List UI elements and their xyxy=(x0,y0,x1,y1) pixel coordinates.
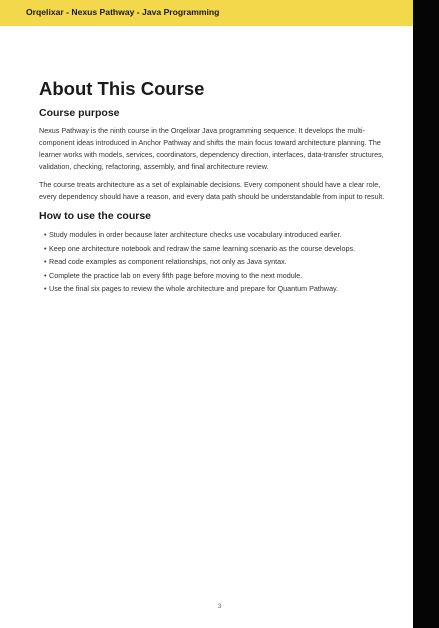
header-band xyxy=(0,0,413,26)
list-item xyxy=(44,242,385,256)
list-item-text: Complete the practice lab on every fifth page before moving to the next module. xyxy=(49,270,303,280)
list-item xyxy=(44,255,385,269)
how-to-use-heading: How to use the course xyxy=(39,210,152,222)
list-item-text: Read code examples as component relationships, not only as Java syntax. xyxy=(49,257,287,267)
list-item xyxy=(44,269,385,283)
bullet-icon: • xyxy=(44,284,47,294)
page-number: 3 xyxy=(217,603,222,610)
header-title: Orqelixar - Nexus Pathway - Java Programming xyxy=(26,7,220,17)
course-purpose-paragraph: The course treats architecture as a set of explainable decisions. Every component should have a clear role, every dependency should have a reason, and every data path should be understandable from input to result. xyxy=(39,180,385,201)
page-content xyxy=(39,77,385,296)
page-title: About This Course xyxy=(39,78,205,99)
bullet-icon: • xyxy=(44,230,47,239)
course-purpose-paragraph: Nexus Pathway is the ninth course in the Orqelixar Java programming sequence. It develops the multi-component ideas introduced in Anchor Pathway and shifts the main focus toward architecture planning. The learner works with models, services, coordinators, dependency direction, interfaces, data-transfer structures, validation, checking, refactoring, assembly, and final architecture review. xyxy=(39,126,384,171)
course-purpose-heading: Course purpose xyxy=(39,107,120,119)
bullet-icon: • xyxy=(44,270,47,280)
list-item-text: Use the final six pages to review the whole architecture and prepare for Quantum Pathway. xyxy=(49,284,339,294)
list-item xyxy=(44,282,385,296)
bullet-icon: • xyxy=(44,243,47,253)
right-edge-bar xyxy=(413,0,439,628)
list-item-text: Study modules in order because later architecture checks use vocabulary introduced earlier. xyxy=(49,230,342,239)
how-to-use-list xyxy=(39,228,385,296)
bullet-icon: • xyxy=(44,257,47,267)
list-item-text: Keep one architecture notebook and redraw the same learning scenario as the course develops. xyxy=(49,243,356,253)
list-item xyxy=(44,228,385,242)
